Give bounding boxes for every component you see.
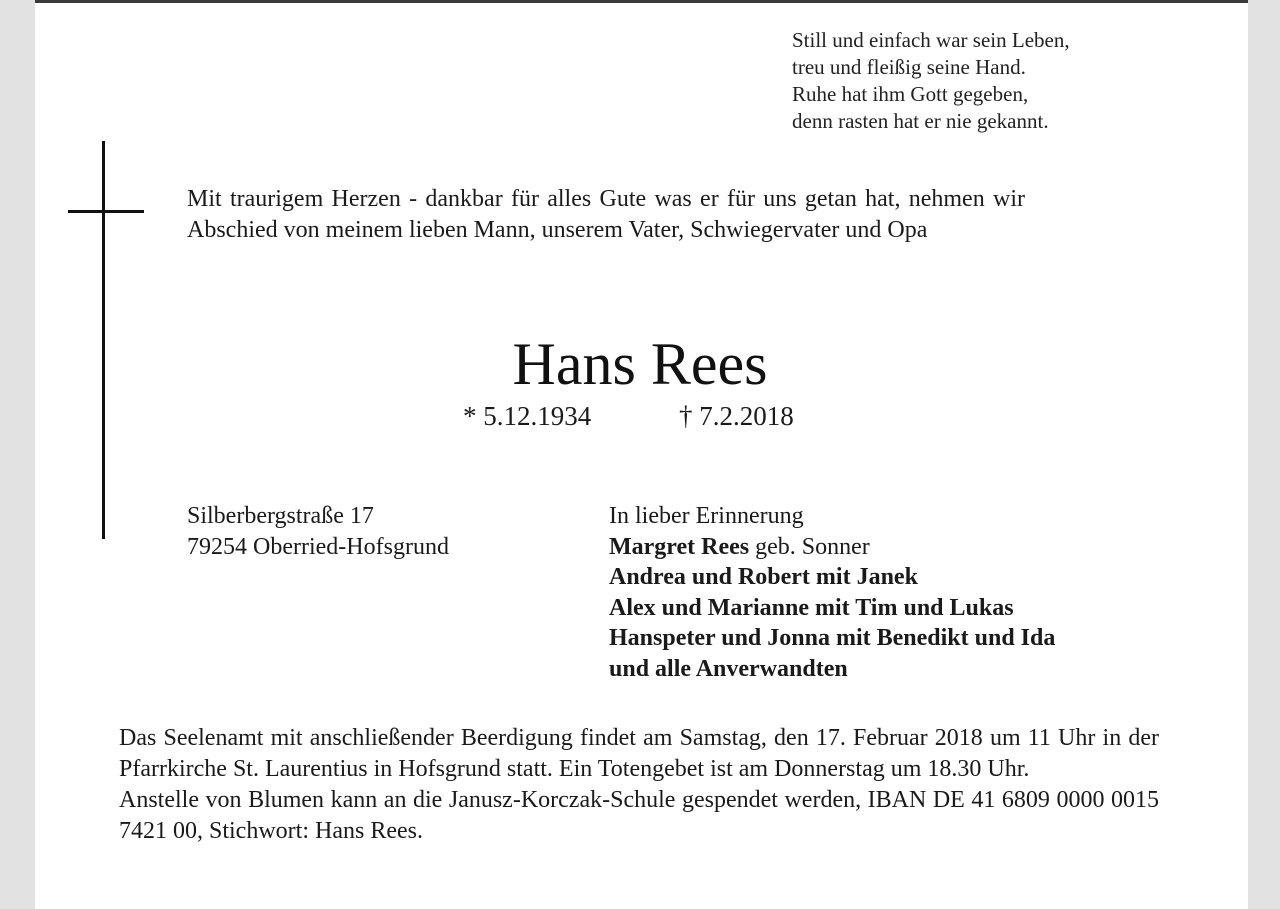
donation-info: Anstelle von Blumen kann an die Janusz-Korczak-Schule gespendet werden, IBAN DE 41 6809 0000 0015 7421 00, Stichwort: Hans Rees. xyxy=(119,787,1159,844)
poem-line: treu und fleißig seine Hand. xyxy=(792,55,1026,79)
family-member xyxy=(609,623,1055,654)
funeral-notice xyxy=(119,723,1159,847)
family-member-name: Andrea und Robert mit Janek xyxy=(609,564,918,590)
right-margin xyxy=(1248,0,1280,909)
birth-date: * 5.12.1934 xyxy=(463,401,592,431)
intro-text: Mit traurigem Herzen - dankbar für alles Gute was er für uns getan hat, nehmen wir Abschied von meinem lieben Mann, unserem Vater, Schwiegervater und Opa xyxy=(187,186,1025,243)
address xyxy=(187,501,449,563)
family-member-name: Alex und Marianne mit Tim und Lukas xyxy=(609,594,1014,621)
family-spouse xyxy=(609,532,1055,563)
spouse-maiden-name: geb. Sonner xyxy=(749,533,870,560)
poem-line: denn rasten hat er nie gekannt. xyxy=(792,109,1049,133)
left-margin xyxy=(0,0,35,909)
cross-icon-bar xyxy=(68,210,144,213)
family-member xyxy=(609,562,1055,593)
address-city: 79254 Oberried-Hofsgrund xyxy=(187,534,449,560)
deceased-name: Hans Rees xyxy=(512,331,768,397)
poem-line: Still und einfach war sein Leben, xyxy=(792,28,1070,52)
family-member-name: Hanspeter und Jonna mit Benedikt und Ida xyxy=(609,625,1056,651)
address-street: Silberbergstraße 17 xyxy=(187,503,374,529)
service-info: Das Seelenamt mit anschließender Beerdigung findet am Samstag, den 17. Februar 2018 um 11 Uhr in der Pfarrkirche St. Laurentius in Hofsgrund statt. Ein Totengebet ist am Donnerstag um 18.30 Uhr. xyxy=(119,725,1159,782)
family-member-name: und alle Anverwandten xyxy=(609,655,848,682)
family-member xyxy=(609,593,1055,624)
spouse-name: Margret Rees xyxy=(609,533,750,560)
family-member xyxy=(609,654,1055,685)
family-list xyxy=(609,501,1055,684)
poem xyxy=(792,27,1070,135)
obituary-page xyxy=(35,0,1248,909)
family-heading: In lieber Erinnerung xyxy=(609,503,804,529)
poem-line: Ruhe hat ihm Gott gegeben, xyxy=(792,82,1029,106)
death-date: † 7.2.2018 xyxy=(679,401,794,431)
